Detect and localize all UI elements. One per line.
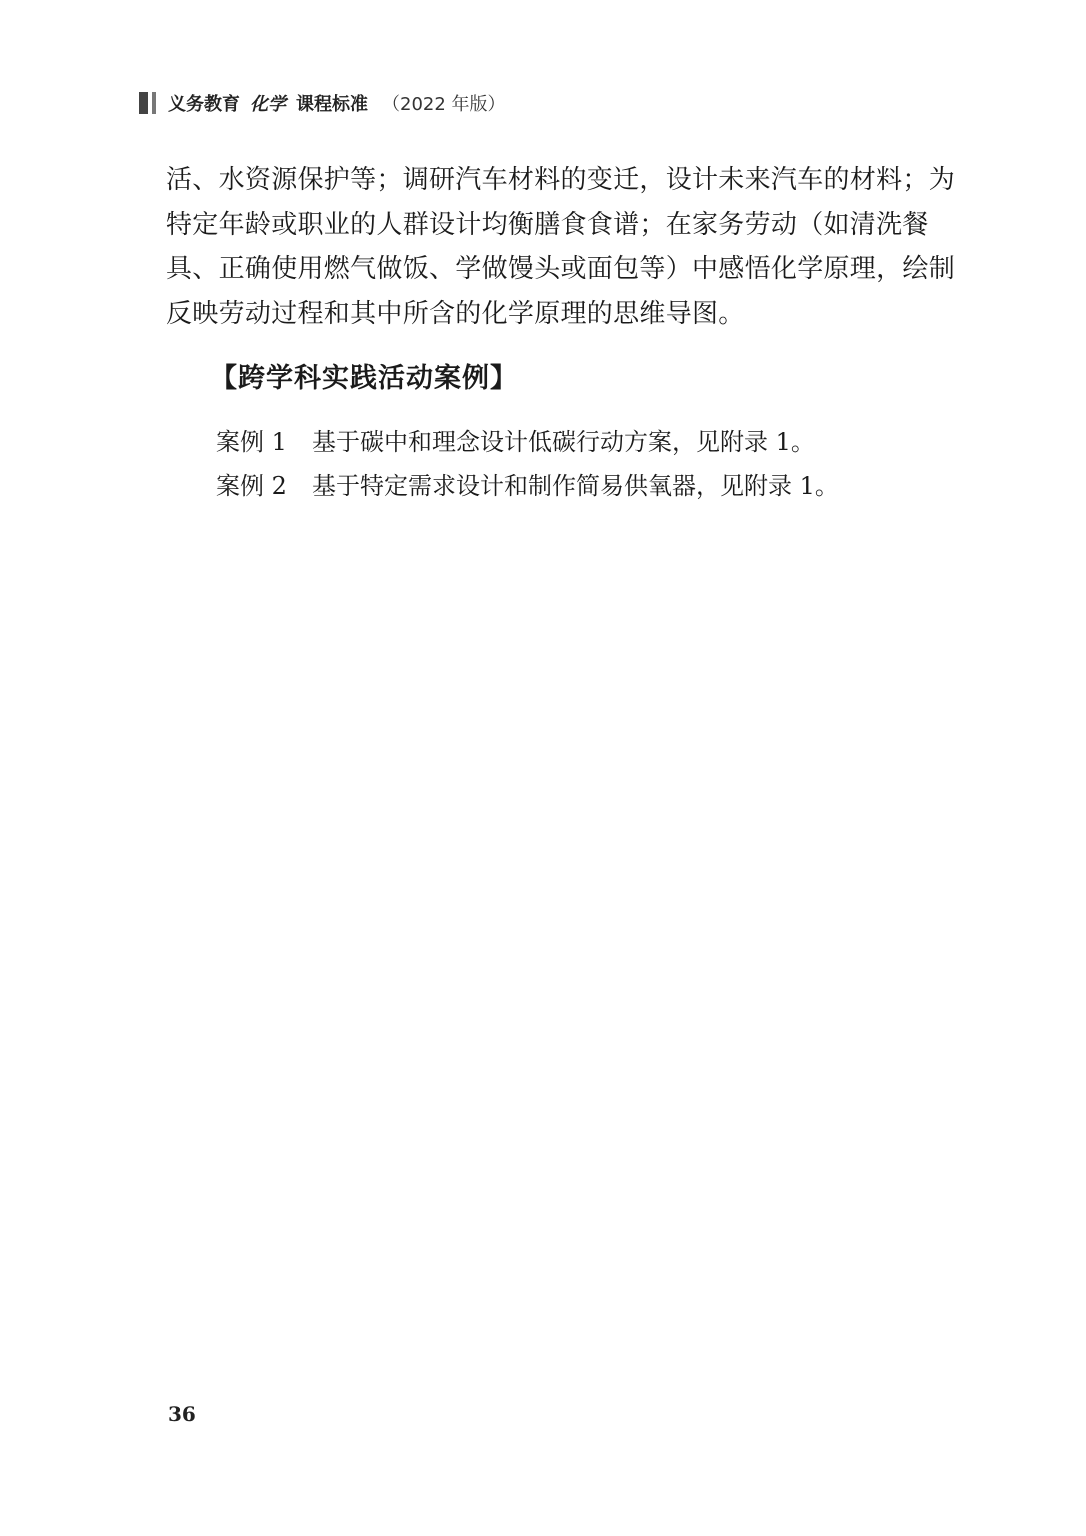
case-label: 案例 1 xyxy=(216,428,287,456)
body-paragraph xyxy=(166,158,956,336)
section-heading: 【跨学科实践活动案例】 xyxy=(210,363,518,394)
body-line: 反映劳动过程和其中所含的化学原理的思维导图。 xyxy=(166,298,745,329)
case-text: 基于碳中和理念设计低碳行动方案，见附录 1。 xyxy=(312,428,815,456)
header-title: 课程标准 xyxy=(296,94,368,115)
header-series: 义务教育 xyxy=(168,94,240,115)
header-edition: （2022 年版） xyxy=(382,94,506,115)
running-header xyxy=(139,90,506,116)
case-item xyxy=(216,420,839,464)
case-list xyxy=(216,420,839,508)
case-text: 基于特定需求设计和制作简易供氧器，见附录 1。 xyxy=(312,472,839,500)
body-line: 活、水资源保护等；调研汽车材料的变迁，设计未来汽车的材料；为 xyxy=(166,165,956,195)
body-line: 具、正确使用燃气做饭、学做馒头或面包等）中感悟化学原理，绘制 xyxy=(166,254,956,284)
case-item xyxy=(216,464,839,508)
body-line: 特定年龄或职业的人群设计均衡膳食食谱；在家务劳动（如清洗餐 xyxy=(166,209,929,240)
page-number: 36 xyxy=(168,1402,196,1426)
case-label: 案例 2 xyxy=(216,472,287,500)
header-bar-icon xyxy=(139,92,156,114)
header-subject: 化学 xyxy=(250,94,286,115)
